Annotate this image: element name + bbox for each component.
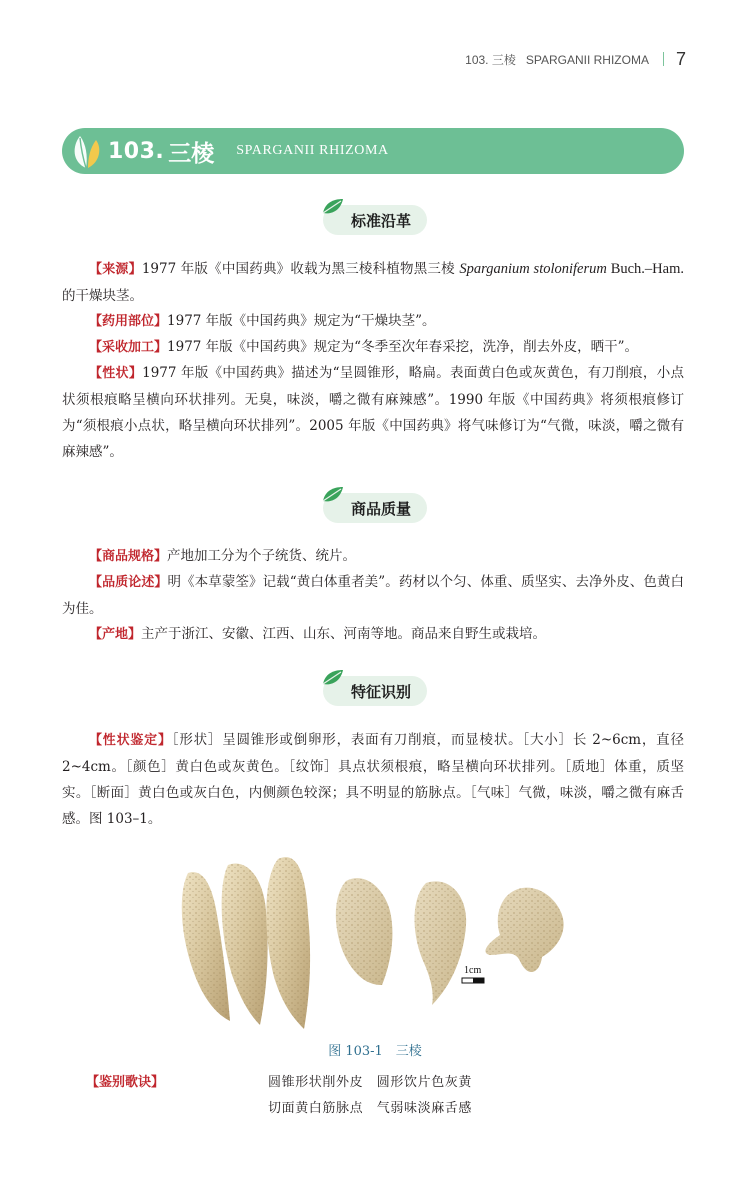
field-label: 【性状鉴定】 [89,733,172,748]
leaf-logo-icon [66,128,106,174]
paragraph-quality [62,569,684,622]
field-label: 【药用部位】 [89,314,168,329]
leaf-icon [319,485,349,507]
monograph-name-latin: SPARGANII RHIZOMA [236,143,389,158]
section-title-text: 商品质量 [350,499,411,518]
paragraph-characters [62,360,684,465]
field-label: 【产地】 [89,627,142,642]
section-heading-identification [0,674,750,708]
leaf-icon [319,197,349,219]
field-label: 【商品规格】 [89,549,168,564]
body-text: 主产于浙江、安徽、江西、山东、河南等地。商品来自野生或栽培。 [141,626,547,642]
section-heading-history [0,203,750,237]
title-banner [62,128,684,174]
field-label: 【品质论述】 [89,575,168,590]
section-heading-quality [0,491,750,525]
verse-line-2: 切面黄白筋脉点 气弱味淡麻舌感 [268,1101,473,1116]
section-pill [323,493,427,523]
paragraph-medicinal-part [62,308,684,335]
verse-line-1: 圆锥形状削外皮 圆形饮片色灰黄 [268,1075,473,1090]
tuber-slice-2 [415,881,467,1005]
body-text: 1977 年版《中国药典》规定为“冬季至次年春采挖，洗净，削去外皮，晒干”。 [167,339,638,355]
running-header [465,48,686,70]
field-label: 【性状】 [89,366,143,381]
whole-tuber-2 [222,863,268,1025]
field-label: 【来源】 [89,262,142,277]
section-title-text: 标准沿革 [350,211,411,230]
header-divider [663,52,664,66]
section-pill [323,205,427,235]
body-text: ［形状］呈圆锥形或倒卵形，表面有刀削痕，而显棱状。［大小］长 2~6cm，直径 2~4cm。［颜色］黄白色或灰黄色。［纹饰］具点状须根痕，略呈横向环状排列。［质地］体重，质坚实。［断面］黄白色或灰白色，内侧颜色较深；具不明显的筋脉点。［气味］气微，味淡，嚼之微有麻舌感。图 103–1。 [62,732,684,827]
body-text: 1977 年版《中国药典》规定为“干燥块茎”。 [167,313,436,329]
monograph-name-cn: 三棱 [168,140,215,167]
leaf-icon [319,668,349,690]
whole-tuber-3 [266,857,310,1029]
paragraph-identification [62,727,684,832]
body-text: 的干燥块茎。 [62,288,143,304]
page-number: 7 [675,48,686,69]
body-text: 产地加工分为个子统货、统片。 [167,548,357,564]
body-text: 明《本草蒙筌》记载“黄白体重者美”。药材以个匀、体重、质坚实、去净外皮、色黄白为佳。 [62,574,684,617]
section-title-text: 特征识别 [350,682,411,701]
author-citation: Buch.–Ham. [606,261,684,277]
figure-sparganium-tubers [170,845,590,1030]
body-text: 1977 年版《中国药典》描述为“呈圆锥形，略扁。表面黄白色或灰黄色，有刀削痕，小点状须根痕略呈横向环状排列。无臭，味淡，嚼之微有麻辣感”。1990 年版《中国药典》将须根痕修订为“须根痕小点状，略呈横向环状排列”。2005 年版《中国药典》将气味修订为“气微，味淡，嚼之微有麻辣感”。 [62,365,684,460]
scale-label: 1cm [464,965,482,976]
body-text: 1977 年版《中国药典》收载为黑三棱科植物黑三棱 [141,261,460,277]
tuber-fragment [485,888,563,972]
latin-binomial: Sparganium stoloniferum [459,261,607,277]
section-pill [323,676,427,706]
running-header-text: 103. 三棱 SPARGANII RHIZOMA [465,52,649,67]
tuber-slice-1 [336,878,393,985]
paragraph-origin [62,621,684,648]
monograph-number: 103. [108,138,165,164]
paragraph-source [62,256,684,309]
field-label: 【采收加工】 [89,340,168,355]
paragraph-processing [62,334,684,361]
verse-tag: 【鉴别歌诀】 [86,1075,165,1090]
scale-bar [462,978,484,983]
paragraph-specification [62,543,684,570]
figure-caption: 图 103-1 三棱 [328,1044,422,1059]
